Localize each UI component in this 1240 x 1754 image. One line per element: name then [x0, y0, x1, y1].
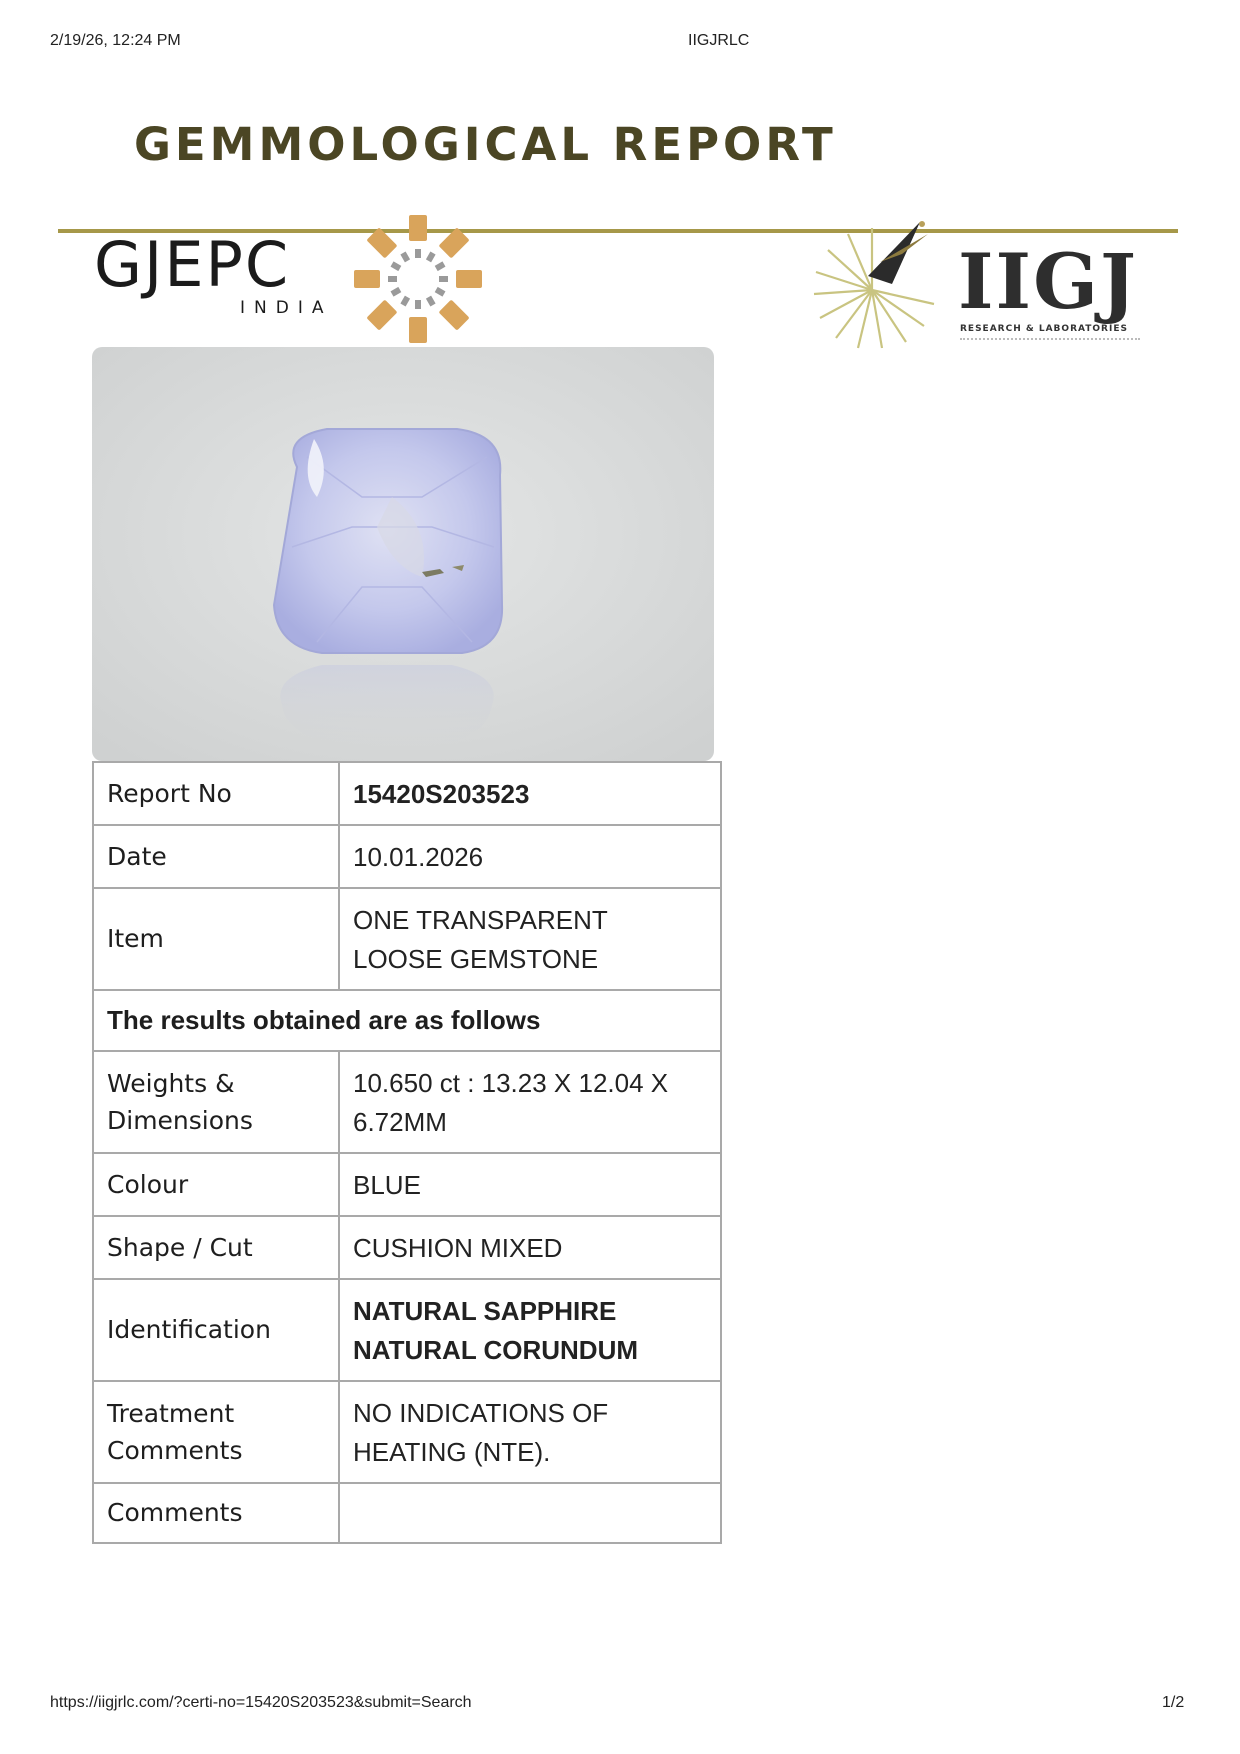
weights-value-line: 6.72MM: [353, 1107, 447, 1137]
report-no-value: 15420S203523: [339, 762, 721, 825]
comments-label: Comments: [93, 1483, 339, 1543]
treatment-row: [93, 1381, 721, 1483]
report-no-label: Report No: [93, 762, 339, 825]
comments-value: [339, 1483, 721, 1543]
shape-value: CUSHION MIXED: [339, 1216, 721, 1279]
weights-value-line: 10.650 ct : 13.23 X 12.04 X: [353, 1068, 669, 1098]
item-value: [339, 888, 721, 990]
colour-value: BLUE: [339, 1153, 721, 1216]
report-no-row: [93, 762, 721, 825]
treatment-value: [339, 1381, 721, 1483]
iigj-logo-fineprint: [960, 338, 1140, 343]
item-row: [93, 888, 721, 990]
weights-label-line: Dimensions: [107, 1106, 253, 1135]
gjepc-emblem-icon: [352, 214, 484, 344]
item-value-line: ONE TRANSPARENT: [353, 905, 608, 935]
iigj-starburst-icon: [810, 214, 950, 354]
date-row: [93, 825, 721, 888]
report-details-table: [92, 761, 722, 1544]
colour-row: [93, 1153, 721, 1216]
results-heading-row: [93, 990, 721, 1051]
print-page-number: 1/2: [1162, 1694, 1185, 1711]
item-label: Item: [93, 888, 339, 990]
identification-value-line: NATURAL CORUNDUM: [353, 1335, 639, 1365]
print-datetime: 2/19/26, 12:24 PM: [50, 32, 181, 49]
shape-label: Shape / Cut: [93, 1216, 339, 1279]
comments-row: [93, 1483, 721, 1543]
print-url: https://iigjrlc.com/?certi-no=15420S203523&submit=Search: [50, 1694, 472, 1711]
treatment-label-line: Comments: [107, 1436, 243, 1465]
weights-label-line: Weights &: [107, 1068, 235, 1098]
identification-value: [339, 1279, 721, 1381]
identification-row: [93, 1279, 721, 1381]
gjepc-logo: [90, 214, 490, 344]
identification-label: Identification: [93, 1279, 339, 1381]
treatment-label-line: Treatment: [107, 1398, 235, 1428]
treatment-label: [93, 1381, 339, 1483]
treatment-value-line: NO INDICATIONS OF: [353, 1398, 609, 1428]
gjepc-logo-wordmark: GJEPC: [94, 228, 291, 301]
report-title: GEMMOLOGICAL REPORT: [134, 118, 837, 171]
shape-row: [93, 1216, 721, 1279]
iigj-logo-wordmark: IIGJ: [958, 237, 1138, 326]
weights-row: [93, 1051, 721, 1153]
treatment-value-line: HEATING (NTE).: [353, 1437, 551, 1467]
weights-value: [339, 1051, 721, 1153]
gemstone-photo: [92, 347, 714, 761]
date-value: 10.01.2026: [339, 825, 721, 888]
print-page-title: IIGJRLC: [688, 32, 750, 49]
gemstone-image: [92, 347, 714, 761]
weights-label: [93, 1051, 339, 1153]
iigj-logo-subtitle: RESEARCH & LABORATORIES: [960, 324, 1128, 334]
identification-value-line: NATURAL SAPPHIRE: [353, 1296, 617, 1326]
gjepc-logo-subtitle: INDIA: [240, 298, 333, 318]
date-label: Date: [93, 825, 339, 888]
item-value-line: LOOSE GEMSTONE: [353, 944, 599, 974]
results-heading: The results obtained are as follows: [93, 990, 721, 1051]
colour-label: Colour: [93, 1153, 339, 1216]
iigj-logo: [810, 214, 1170, 354]
